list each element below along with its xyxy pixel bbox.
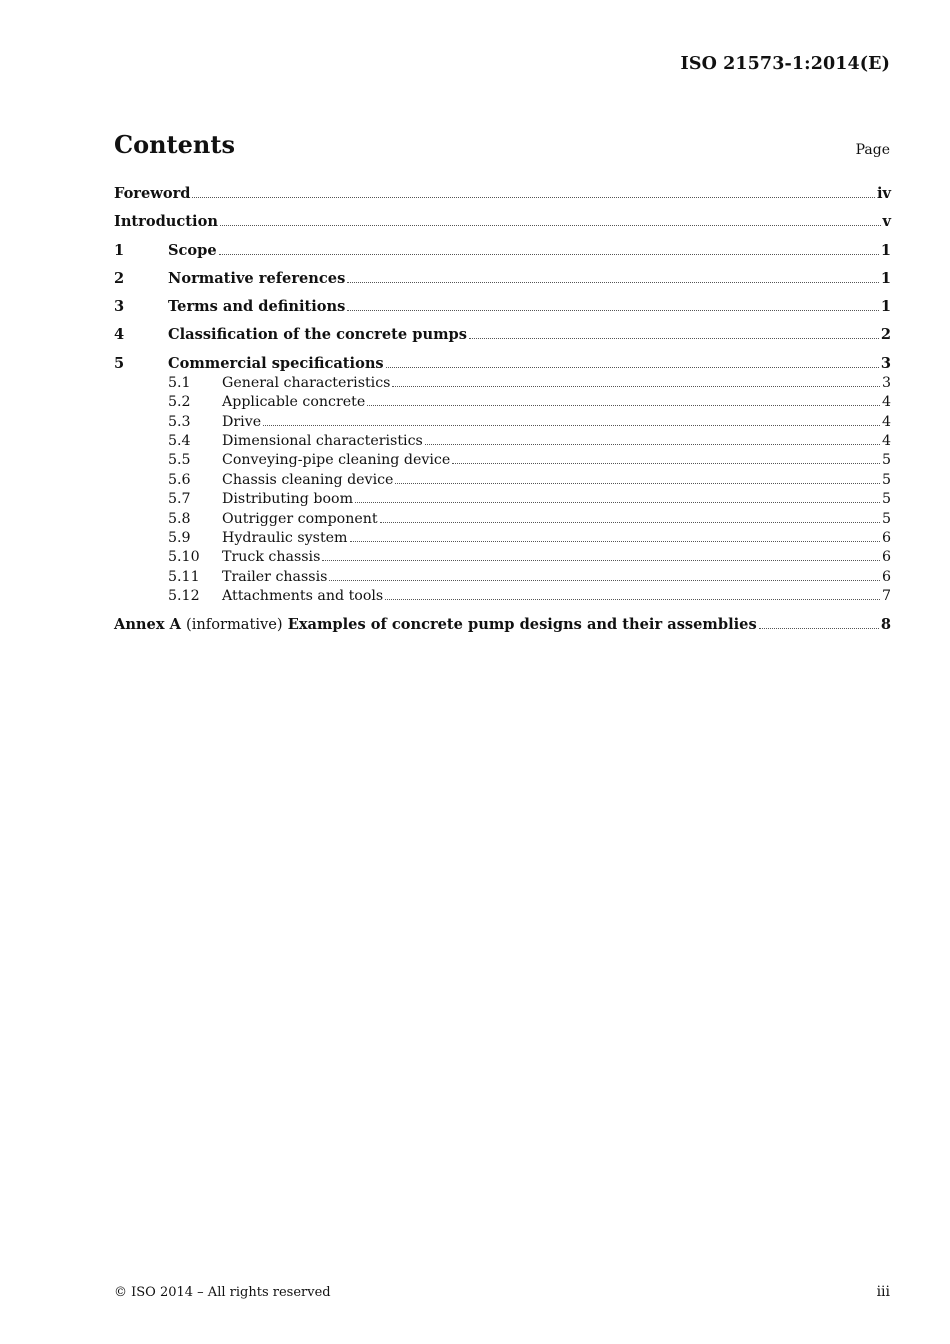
toc-entry-page: 4 <box>881 433 891 449</box>
toc-entry-subsection-5-10[interactable] <box>114 548 891 567</box>
leader-dots <box>380 522 880 523</box>
leader-dots <box>385 599 880 600</box>
toc-entry-introduction[interactable] <box>114 212 891 232</box>
toc-entry-page: 5 <box>881 452 891 469</box>
toc-entry-page: iv <box>876 185 891 202</box>
leader-dots <box>219 254 879 255</box>
toc-entry-subsection-5-8[interactable] <box>114 510 891 529</box>
page-column-label: Page <box>855 142 890 158</box>
toc-entry-section-3[interactable] <box>114 297 891 317</box>
toc-entry-title: Attachments and tools <box>222 588 384 605</box>
leader-dots <box>350 541 880 542</box>
leader-dots <box>329 580 880 581</box>
toc-entry-section-4[interactable] <box>114 325 891 345</box>
leader-dots <box>263 425 880 426</box>
toc-entry-annex-a[interactable] <box>114 615 891 635</box>
toc-entry-subsection-5-3[interactable] <box>114 413 891 432</box>
leader-dots <box>355 502 880 503</box>
toc-entry-page: 3 <box>881 374 891 391</box>
leader-dots <box>469 338 879 339</box>
annex-label: Annex A <box>114 615 181 633</box>
toc-entry-subsection-5-6[interactable] <box>114 471 891 490</box>
toc-entry-section-5[interactable] <box>114 354 891 374</box>
toc-entry-title: Dimensional characteristics <box>222 433 423 449</box>
toc-entry-page: 6 <box>881 549 891 566</box>
toc-entry-page: 6 <box>881 530 891 547</box>
toc-entry-page: 8 <box>880 615 891 633</box>
toc-entry-title: Foreword <box>114 185 191 202</box>
toc-entry-number: 1 <box>114 241 125 259</box>
toc-entry-title: Distributing boom <box>222 491 354 508</box>
toc-entry-page: 4 <box>881 394 891 411</box>
leader-dots <box>395 483 880 484</box>
toc-entry-page: 5 <box>881 491 891 508</box>
toc-entry-title: Chassis cleaning device <box>222 471 394 488</box>
toc-entry-number: 5 <box>114 354 125 372</box>
toc-entry-page: 5 <box>881 471 891 488</box>
toc-entry-subsection-5-2[interactable] <box>114 393 891 412</box>
leader-dots <box>425 444 880 445</box>
toc-entry-subsection-5-7[interactable] <box>114 490 891 509</box>
toc-entry-page: 1 <box>880 241 891 259</box>
toc-entry-page: 1 <box>880 298 891 316</box>
toc-entry-title: Classification of the concrete pumps <box>168 326 467 344</box>
toc-entry-page: v <box>882 213 891 231</box>
toc-entry-title: Trailer chassis <box>222 568 328 585</box>
toc-entry-title: Scope <box>168 241 217 259</box>
toc-entry-number: 5.9 <box>168 530 191 547</box>
toc-entry-title: Commercial specifications <box>168 354 384 372</box>
toc-entry-title <box>114 615 757 635</box>
toc-entry-number: 5.11 <box>168 568 200 585</box>
toc-entry-page: 4 <box>881 413 891 430</box>
toc-entry-foreword[interactable] <box>114 184 891 204</box>
toc-entry-title: Applicable concrete <box>222 394 366 411</box>
toc-entry-number: 5.8 <box>168 510 191 527</box>
contents-heading: Contents <box>114 130 235 159</box>
leader-dots <box>392 386 880 387</box>
leader-dots <box>452 463 880 464</box>
leader-dots <box>759 628 879 629</box>
toc-entry-number: 2 <box>114 269 125 287</box>
leader-dots <box>220 225 881 226</box>
leader-dots <box>367 405 880 406</box>
toc-entry-page: 1 <box>880 269 891 287</box>
leader-dots <box>322 560 880 561</box>
toc-entry-number: 5.10 <box>168 549 200 566</box>
toc-entry-subsection-5-12[interactable] <box>114 587 891 606</box>
toc-entry-title: Terms and definitions <box>168 298 346 316</box>
toc-entry-section-1[interactable] <box>114 241 891 261</box>
toc-entry-subsection-5-5[interactable] <box>114 451 891 470</box>
toc-entry-title: Introduction <box>114 213 218 231</box>
toc-entry-subsection-5-9[interactable] <box>114 529 891 548</box>
leader-dots <box>347 282 879 283</box>
toc-entry-page: 6 <box>881 568 891 585</box>
leader-dots <box>386 367 879 368</box>
toc-entry-page: 5 <box>881 510 891 527</box>
toc-entry-title: Truck chassis <box>222 549 321 566</box>
toc-entry-number: 5.5 <box>168 452 191 469</box>
toc-entry-subsection-5-11[interactable] <box>114 568 891 587</box>
toc-entry-page: 3 <box>880 354 891 372</box>
annex-qualifier: (informative) <box>186 615 283 633</box>
toc-entry-number: 4 <box>114 326 125 344</box>
toc-entry-number: 5.4 <box>168 433 191 449</box>
toc-entry-page: 7 <box>881 588 891 605</box>
toc-entry-number: 5.3 <box>168 413 191 430</box>
annex-title: Examples of concrete pump designs and their assemblies <box>287 615 757 633</box>
toc-entry-number: 5.7 <box>168 491 191 508</box>
copyright-notice: © ISO 2014 – All rights reserved <box>114 1285 331 1300</box>
toc-entry-title: General characteristics <box>222 374 391 391</box>
page-number: iii <box>876 1284 890 1300</box>
toc-entry-title: Drive <box>222 413 262 430</box>
leader-dots <box>347 310 878 311</box>
document-id: ISO 21573-1:2014(E) <box>680 54 890 74</box>
toc-entry-subsection-5-4[interactable] <box>114 432 891 451</box>
toc-entry-page: 2 <box>880 326 891 344</box>
toc-entry-title: Normative references <box>168 269 346 287</box>
toc-entry-number: 5.2 <box>168 394 191 411</box>
toc-entry-number: 5.6 <box>168 471 191 488</box>
toc-entry-title: Hydraulic system <box>222 530 348 547</box>
leader-dots <box>192 197 875 198</box>
toc-entry-number: 3 <box>114 298 125 316</box>
toc-entry-title: Conveying-pipe cleaning device <box>222 452 451 469</box>
toc-entry-subsection-5-1[interactable] <box>114 374 891 393</box>
table-of-contents <box>114 184 891 635</box>
toc-entry-section-2[interactable] <box>114 269 891 289</box>
toc-entry-number: 5.12 <box>168 588 200 605</box>
toc-entry-title: Outrigger component <box>222 510 378 527</box>
toc-entry-number: 5.1 <box>168 374 191 391</box>
